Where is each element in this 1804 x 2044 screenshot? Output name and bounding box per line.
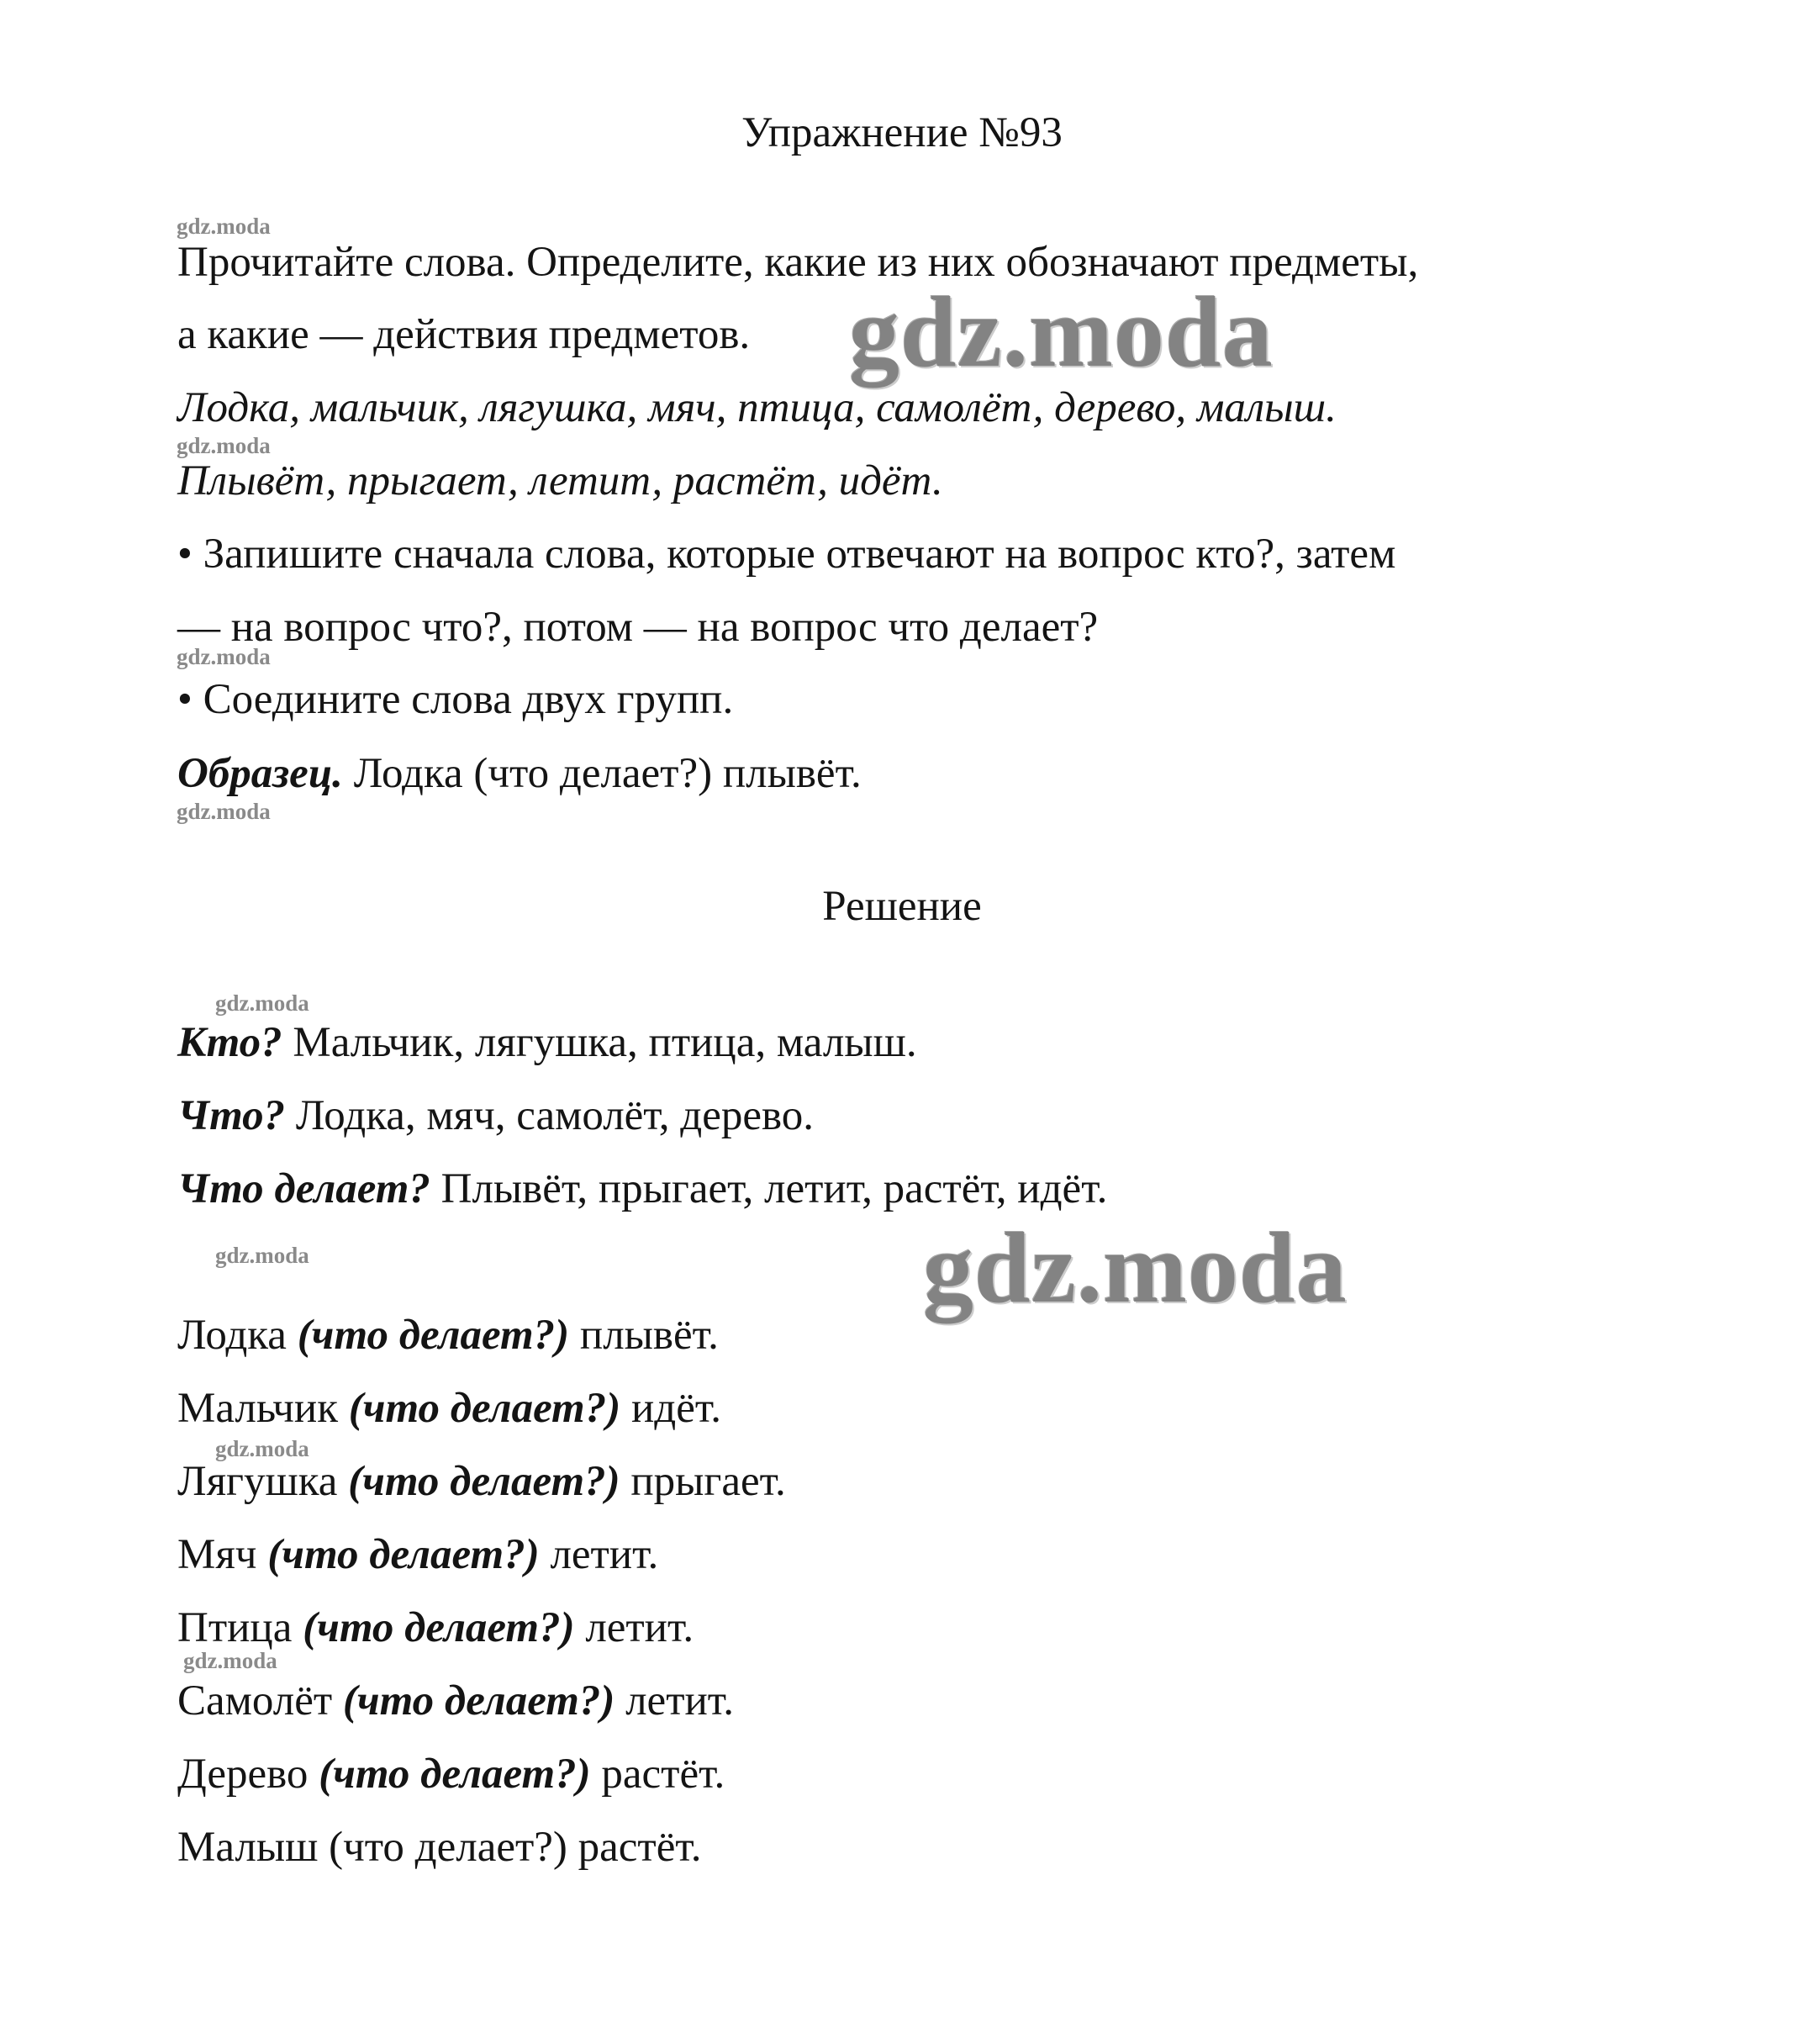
pair-verb: растёт. <box>590 1751 725 1798</box>
group-label: Кто? <box>177 1019 282 1066</box>
pair-question: (что делает?) <box>267 1531 540 1578</box>
pair-question: (что делает?) <box>303 1604 575 1651</box>
pair-noun: Самолёт <box>177 1677 343 1724</box>
sample-text: Лодка (что делает?) плывёт. <box>342 750 862 797</box>
watermark-small: gdz.moda <box>215 1436 309 1461</box>
pair-noun: Птица <box>177 1604 303 1651</box>
pair-verb: прыгает. <box>620 1458 786 1505</box>
pair-line <box>177 1529 658 1580</box>
watermark-small: gdz.moda <box>177 433 271 458</box>
verbs-list: Плывёт, прыгает, летит, растёт, идёт. <box>177 457 943 504</box>
pair-noun: Мяч <box>177 1531 268 1578</box>
pair-noun: Мальчик <box>177 1385 349 1432</box>
group-label: Что делает? <box>177 1165 430 1212</box>
pair-question: (что делает?) <box>348 1385 621 1432</box>
task-text-line-1: Прочитайте слова. Определите, какие из них обозначают предметы, <box>177 239 1419 286</box>
pair-question: (что делает?) <box>319 1751 591 1798</box>
pair-line <box>177 1310 719 1360</box>
last-pair-line: Малыш (что делает?) растёт. <box>177 1824 702 1871</box>
solution-heading: Решение <box>822 883 982 930</box>
pair-line <box>177 1456 786 1507</box>
pair-line <box>177 1603 694 1653</box>
pair-verb: летит. <box>574 1604 694 1651</box>
group-what-does <box>177 1164 1107 1214</box>
pair-line <box>177 1749 725 1799</box>
watermark-small: gdz.moda <box>215 1243 309 1268</box>
pair-question: (что делает?) <box>348 1458 620 1505</box>
pair-line <box>177 1676 734 1726</box>
pair-noun: Лодка <box>177 1312 298 1359</box>
pair-question: (что делает?) <box>297 1312 570 1359</box>
watermark-small: gdz.moda <box>177 644 271 669</box>
group-words: Лодка, мяч, самолёт, дерево. <box>285 1092 814 1139</box>
group-who <box>177 1017 917 1068</box>
watermark-small: gdz.moda <box>177 214 271 239</box>
sample-line <box>177 748 862 799</box>
nouns-list: Лодка, мальчик, лягушка, мяч, птица, самолёт, дерево, малыш. <box>177 384 1337 431</box>
watermark-large: gdz.moda <box>923 1212 1348 1323</box>
pair-line <box>177 1383 721 1434</box>
pair-noun: Дерево <box>177 1751 319 1798</box>
instruction-bullet-2: • Соедините слова двух групп. <box>177 676 734 723</box>
group-label: Что? <box>177 1092 286 1139</box>
pair-noun: Лягушка <box>177 1458 349 1505</box>
pair-verb: плывёт. <box>569 1312 719 1359</box>
exercise-title: Упражнение №93 <box>741 109 1063 156</box>
watermark-large: gdz.moda <box>849 276 1274 388</box>
instruction-bullet-1-line-1: • Запишите сначала слова, которые отвечают на вопрос кто?, затем <box>177 531 1396 578</box>
watermark-small: gdz.moda <box>215 990 309 1016</box>
pair-verb: идёт. <box>620 1385 722 1432</box>
group-words: Плывёт, прыгает, летит, растёт, идёт. <box>430 1165 1108 1212</box>
task-text-line-2: а какие — действия предметов. <box>177 311 751 358</box>
pair-verb: летит. <box>539 1531 659 1578</box>
instruction-bullet-1-line-2: — на вопрос что?, потом — на вопрос что делает? <box>177 604 1099 651</box>
pair-verb: летит. <box>615 1677 734 1724</box>
watermark-small: gdz.moda <box>183 1648 277 1673</box>
pair-question: (что делает?) <box>342 1677 615 1724</box>
watermark-small: gdz.moda <box>177 799 271 824</box>
group-words: Мальчик, лягушка, птица, малыш. <box>282 1019 917 1066</box>
sample-label: Образец. <box>177 750 343 797</box>
group-what <box>177 1091 814 1141</box>
